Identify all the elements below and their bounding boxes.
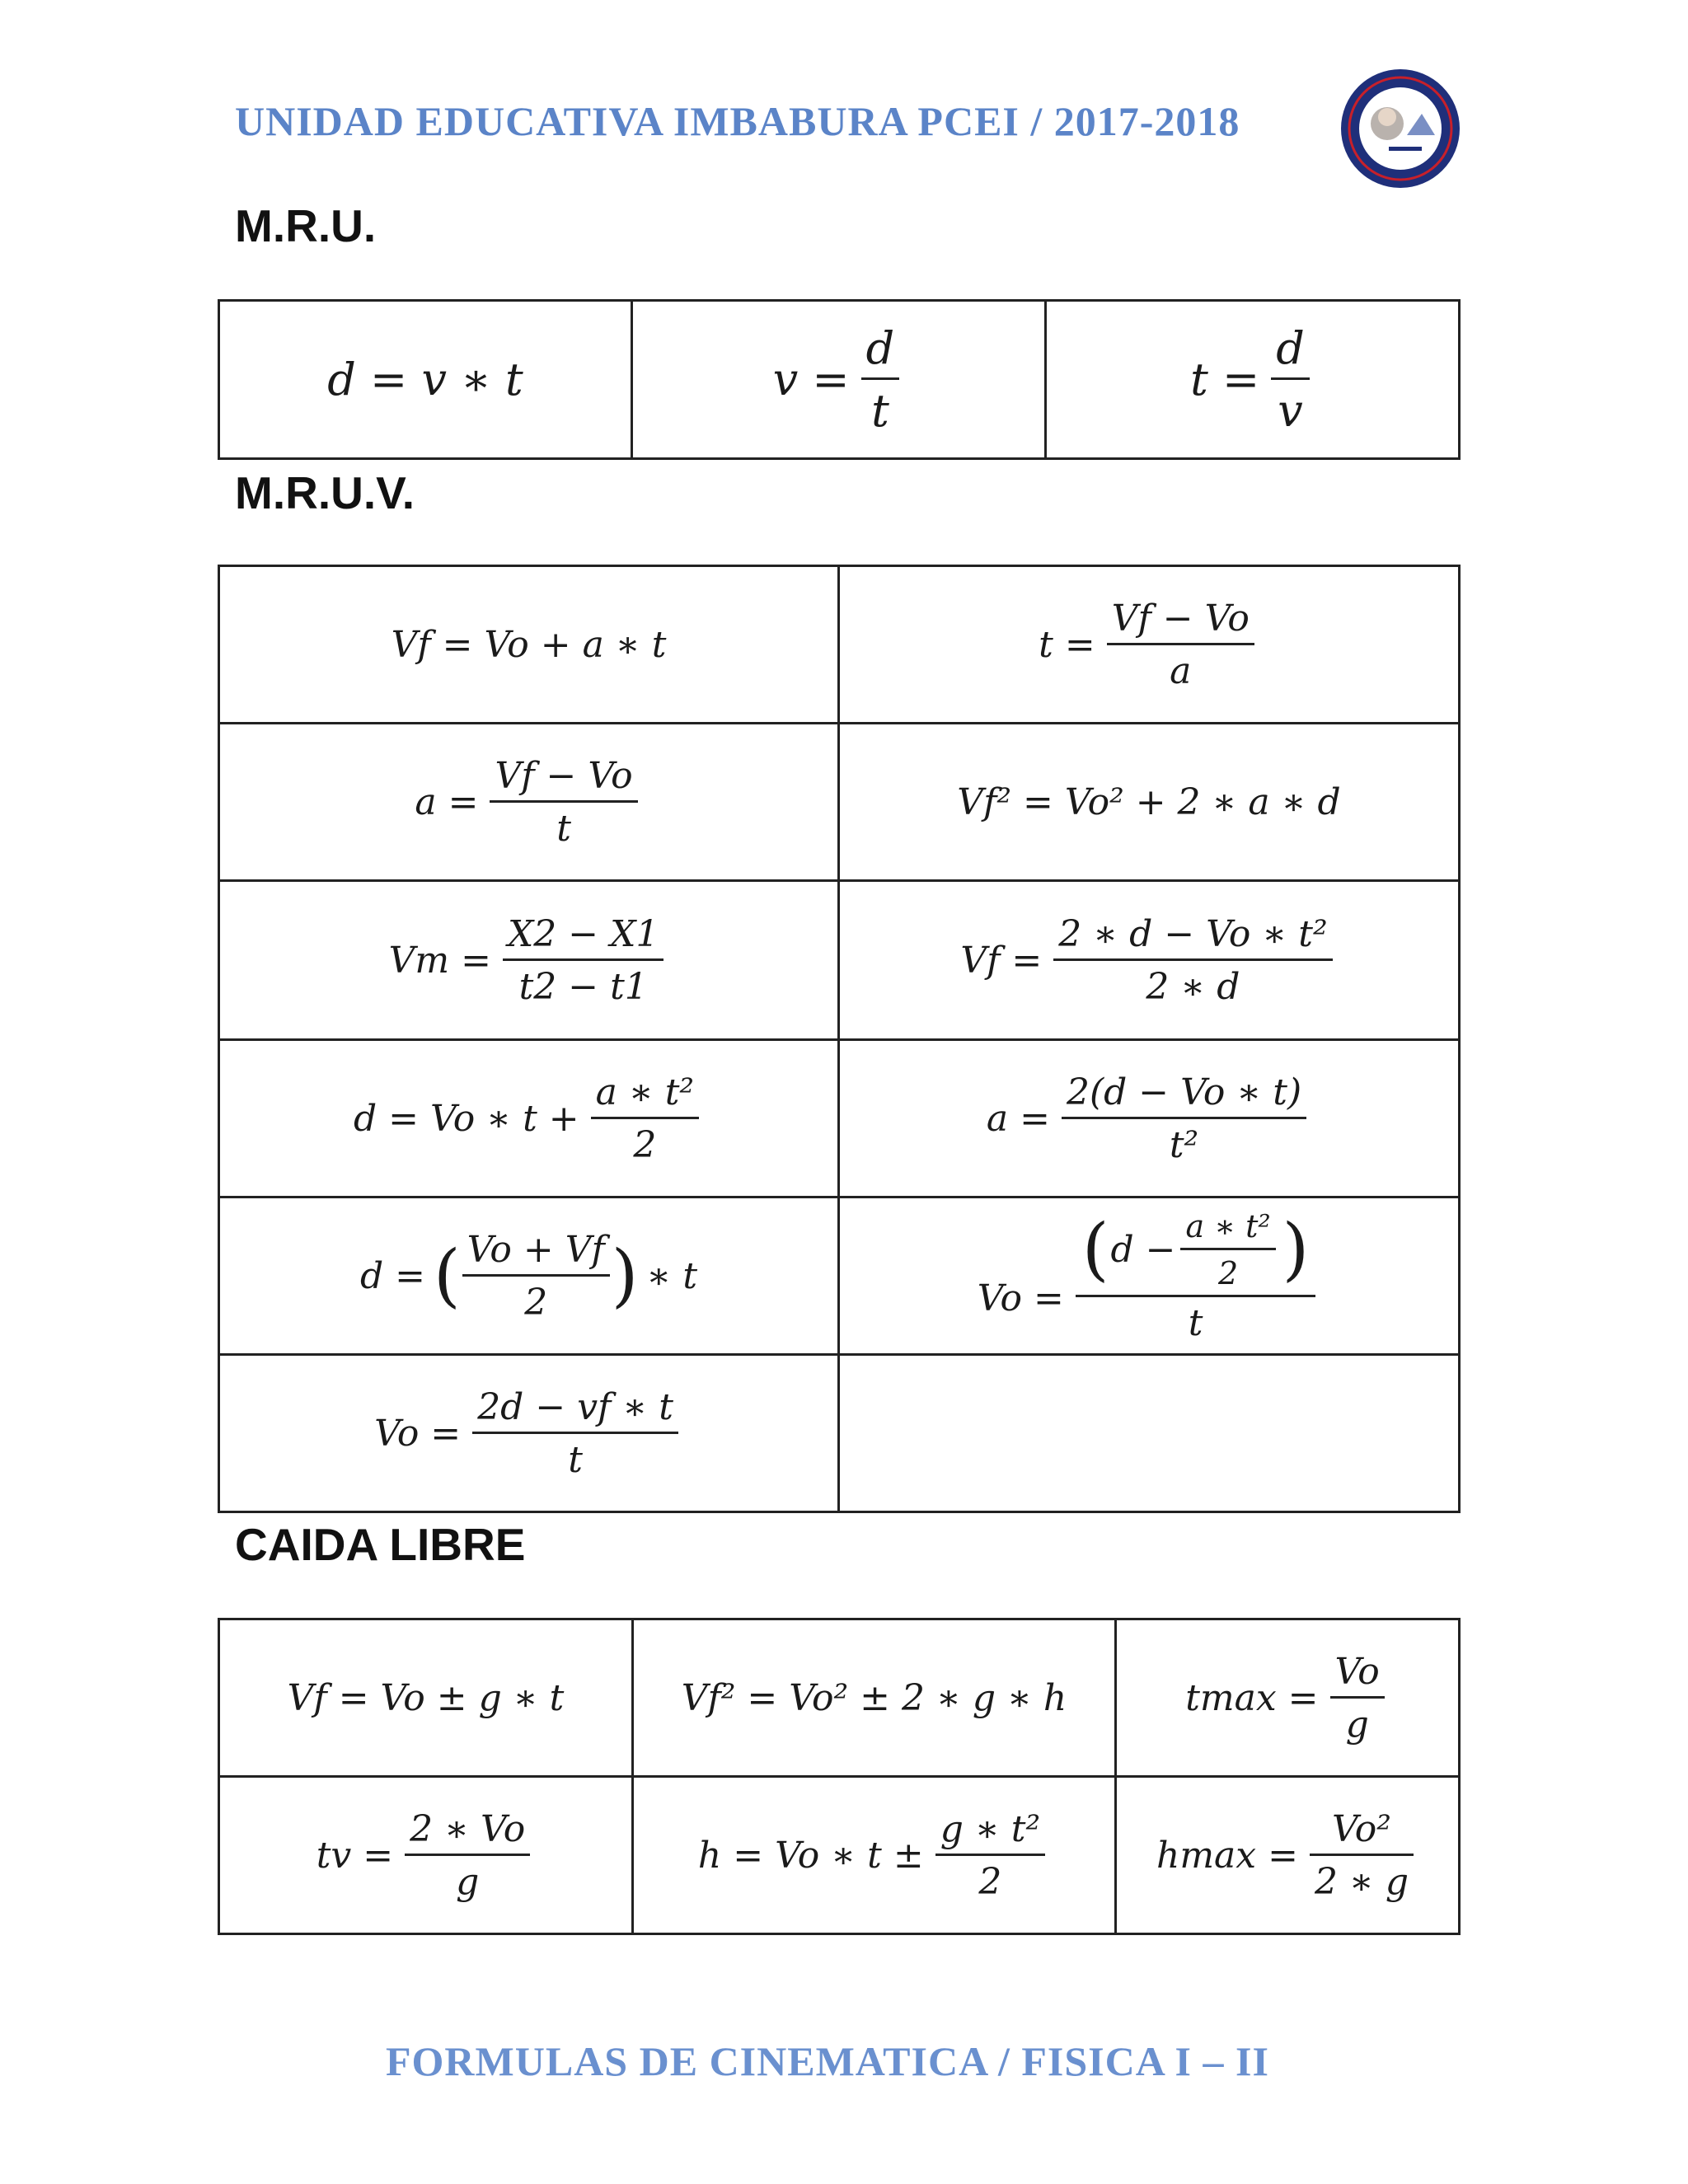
formula-cell [219,724,839,881]
section-title-mruv: M.R.U.V. [235,467,415,518]
formula-flight-time: tv = $\frac{2 ∗ Vo}{g}$ [316,1808,536,1903]
caida-libre-formula-table [218,1618,1461,1935]
school-seal-logo [1339,68,1461,190]
formula-final-velocity: Vf = Vo ± g ∗ t [287,1676,565,1719]
mruv-formula-table [218,565,1461,1513]
section-title-mru: M.R.U. [235,200,377,251]
formula-final-velocity: Vf = Vo + a ∗ t [391,623,667,666]
formula-cell [633,1619,1116,1777]
formula-cell [1046,301,1460,459]
mru-formula-table [218,299,1461,460]
formula-cell [839,724,1460,881]
formula-initial-velocity: Vo = $\frac{2d - vf ∗ t}{t}$ [374,1386,683,1481]
formula-acceleration: a = $\frac{Vf - Vo}{t}$ [415,755,642,850]
formula-cell [839,566,1460,724]
formula-cell [219,1355,839,1512]
formula-initial-velocity: Vo = ( d − $\frac{\text{a ∗ t²}}{2}$ ) t [978,1208,1321,1344]
formula-final-velocity: Vf = $\frac{\text{2 ∗ d − Vo ∗ t²}}{2 ∗ d}$ [960,913,1337,1008]
formula-time: t = $\frac{Vf - Vo}{a}$ [1039,598,1259,692]
formula-cell [633,1777,1116,1934]
formula-cell [219,301,632,459]
formula-time: t = $\frac{d}{v}$ [1190,322,1315,437]
formula-acceleration: a = $\frac{2(d - Vo ∗ t)}{\text{t²}}$ [987,1071,1311,1166]
formula-cell [839,1197,1460,1355]
formula-cell [219,1619,633,1777]
formula-distance: d = Vo ∗ t + $\frac{\text{a ∗ t²}}{2}$ [354,1071,704,1166]
formula-final-velocity-squared: Vf² = Vo² + 2 ∗ a ∗ d [957,780,1341,823]
formula-cell [632,301,1046,459]
formula-cell [1116,1777,1460,1934]
formula-distance: d = v ∗ t [327,354,523,405]
formula-max-height: hmax = $\frac{\text{Vo²}}{2 ∗ g}$ [1156,1808,1418,1903]
formula-cell [219,1197,839,1355]
formula-mean-velocity: Vm = $\frac{X2 - X1}{t2 - t1}$ [389,913,669,1008]
formula-distance-average: d = ( $\frac{Vo + Vf}{2}$ ) ∗ t [360,1228,697,1324]
formula-final-velocity-squared: Vf² = Vo² ± 2 ∗ g ∗ h [681,1676,1067,1719]
formula-cell [219,1777,633,1934]
formula-cell [219,881,839,1040]
formula-cell [1116,1619,1460,1777]
formula-cell [839,881,1460,1040]
page-header: UNIDAD EDUCATIVA IMBABURA PCEI / 2017-2018 [235,98,1240,144]
page-footer: FORMULAS DE CINEMATICA / FISICA I – II [386,2038,1269,2084]
formula-cell [219,1040,839,1197]
formula-max-time: tmax = $\frac{Vo}{g}$ [1185,1651,1390,1746]
formula-velocity: v = $\frac{d}{t}$ [773,322,905,437]
formula-height: h = Vo ∗ t ± $\frac{\text{g ∗ t²}}{2}$ [698,1808,1050,1903]
empty-cell [839,1355,1460,1512]
formula-cell [839,1040,1460,1197]
formula-cell [219,566,839,724]
section-title-caida-libre: CAIDA LIBRE [235,1519,526,1570]
